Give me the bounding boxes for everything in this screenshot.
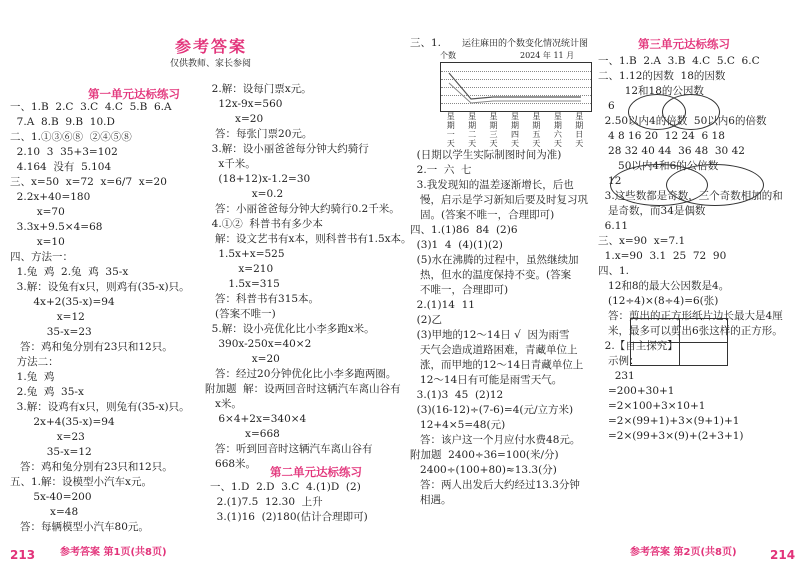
answer-line: =2×100+3×10+1 bbox=[598, 400, 706, 412]
answer-line: 四、1. bbox=[598, 265, 630, 277]
answer-line: 6 bbox=[598, 100, 615, 112]
answer-line: 4 8 16 20 12 24 6 18 bbox=[598, 130, 725, 142]
x-tick-thu: 星 期 四 天 bbox=[510, 112, 519, 148]
answer-line: 3.解：设兔有x只，则鸡有(35-x)只。 bbox=[10, 281, 190, 293]
answer-line: 五、1.解：设模型小汽车x元。 bbox=[10, 476, 152, 488]
line-chart-title: 运往麻田的个数变化情况统计图 bbox=[462, 39, 589, 49]
answer-line: 668米。 bbox=[205, 458, 257, 470]
answer-line: 答：经过20分钟优化比小李多跑两圈。 bbox=[205, 368, 397, 380]
answer-line: 2x+4(35-x)=94 bbox=[10, 416, 115, 428]
answer-line: 答：每辆模型小汽车80元。 bbox=[10, 521, 149, 533]
page-subtitle: 仅供教师、家长参阅 bbox=[170, 59, 252, 69]
answer-line: 2400÷(100+80)≈13.3(分) bbox=[410, 464, 557, 476]
line-series-b bbox=[449, 83, 581, 103]
answer-line: 12～14日有可能是雨雪天气。 bbox=[410, 374, 563, 386]
answer-line: (3)(16-12)÷(7-6)=4(元/立方米) bbox=[410, 404, 574, 416]
answer-line: 方法二： bbox=[10, 356, 59, 368]
x-tick-tue: 星 期 二 天 bbox=[468, 112, 477, 148]
answer-line: 3.解：设鸡有x只，则兔有(35-x)只。 bbox=[10, 401, 190, 413]
line-series-a bbox=[449, 73, 581, 99]
answer-line: 热，但水的温度保持不变。(答案 bbox=[410, 269, 572, 281]
answer-line: (5)水在沸腾的过程中，虽然继续加 bbox=[410, 254, 579, 266]
answer-line: 2.(1)7.5 12.30 上升 bbox=[210, 496, 323, 508]
footer-left: 参考答案 第1页(共8页) bbox=[60, 547, 167, 558]
answer-line: x=20 bbox=[205, 113, 264, 125]
answer-line: 35-x=23 bbox=[10, 326, 92, 338]
answer-line: 12+4×5=48(元) bbox=[410, 419, 506, 431]
answer-line: 答：该户这一个月应付水费48元。 bbox=[410, 434, 581, 446]
answer-line: 390x-250x=40×2 bbox=[205, 338, 312, 350]
answer-line: 答：两人出发后大约经过13.3分钟 bbox=[410, 479, 580, 491]
answer-line: (答案不唯一) bbox=[205, 308, 276, 320]
answer-line: 涨，而甲地的12～14日青藏单位上 bbox=[410, 359, 584, 371]
square-grid-figure bbox=[630, 318, 728, 366]
answer-line: 1.兔 鸡 bbox=[10, 371, 55, 383]
answer-line: 相遇。 bbox=[410, 494, 452, 506]
answer-line: =200+30+1 bbox=[598, 385, 675, 397]
answer-line: 一、1.B 2.A 3.B 4.C 5.C 6.C bbox=[598, 55, 760, 67]
answer-line: 3.(1)3 45 (2)12 bbox=[410, 389, 504, 401]
answer-line: 四、方法一： bbox=[10, 251, 73, 263]
answer-line: =2×(99+1)+3×(9+1)+1 bbox=[598, 415, 740, 427]
answer-line: x=10 bbox=[10, 236, 65, 248]
answer-line: x=20 bbox=[205, 353, 280, 365]
answer-line: 不唯一，合理即可) bbox=[410, 284, 509, 296]
answer-line: 12和18的公因数 bbox=[598, 85, 704, 97]
answer-line: 答：鸡和兔分别有23只和12只。 bbox=[10, 341, 173, 353]
answer-line: x=668 bbox=[205, 428, 280, 440]
answer-line: 二、1.①③⑥⑧ ②④⑤⑧ bbox=[10, 131, 132, 143]
answer-line: 3.(1)16 (2)180(估计合理即可) bbox=[210, 511, 368, 523]
answer-line: 答：听到回音时这辆汽车离山谷有 bbox=[205, 443, 373, 455]
answer-line: 4.164 没有 5.104 bbox=[10, 161, 112, 173]
answer-line: (3)甲地的12～14日 √ 因为雨雪 bbox=[410, 329, 570, 341]
answer-line: 35-x=12 bbox=[10, 446, 92, 458]
answer-line: x=23 bbox=[10, 431, 85, 443]
answer-line: 50以内4和6的公倍数 bbox=[598, 160, 719, 172]
answer-line: 2.解：设每门票x元。 bbox=[205, 83, 312, 95]
unit2-title: 第二单元达标练习 bbox=[270, 465, 362, 479]
answer-line: x=12 bbox=[10, 311, 85, 323]
answer-line: (12÷4)×(8÷4)=6(张) bbox=[598, 295, 719, 307]
answer-line: x=48 bbox=[10, 506, 79, 518]
answer-line: 答：科普书有315本。 bbox=[205, 293, 320, 305]
answer-line: 是奇数，而34是偶数 bbox=[598, 205, 706, 217]
answer-line: 3.3x+9.5×4=68 bbox=[10, 221, 103, 233]
answer-line: 7.A 8.B 9.B 10.D bbox=[10, 116, 115, 128]
answer-line: 答：剪出的正方形纸片边长最大是4厘 bbox=[598, 310, 783, 322]
page-title: 参考答案 bbox=[175, 37, 248, 56]
line-chart-date: 2024 年 11 月 bbox=[520, 51, 575, 60]
answer-line: 6×4+2x=340×4 bbox=[205, 413, 307, 425]
answer-line: 二、1.12的因数 18的因数 bbox=[598, 70, 726, 82]
x-axis-labels bbox=[440, 112, 590, 148]
venn-circle-6mult bbox=[666, 164, 764, 206]
answer-line: 3.这些数都是奇数，三个奇数相加的和 bbox=[598, 190, 783, 202]
answer-line: 4.①② 科普书有多少本 bbox=[205, 218, 323, 230]
right-page bbox=[400, 0, 800, 566]
venn-circle-18 bbox=[662, 94, 720, 130]
answer-line: 2.一 六 七 bbox=[410, 164, 472, 176]
unit2-answers-cont bbox=[410, 148, 588, 508]
answer-line: 2.【自主探究】 bbox=[598, 340, 678, 352]
answer-line: 5x-40=200 bbox=[10, 491, 92, 503]
answer-line: 答：小丽爸爸每分钟大约骑行0.2千米。 bbox=[205, 203, 400, 215]
answer-line: 2.2x+40=180 bbox=[10, 191, 91, 203]
unit2-answers bbox=[210, 480, 368, 525]
page-number-left: 213 bbox=[10, 548, 36, 562]
answer-line: 答：每张门票20元。 bbox=[205, 128, 313, 140]
answer-line: x=70 bbox=[10, 206, 65, 218]
answer-line: 三、x=90 x=7.1 bbox=[598, 235, 686, 247]
answer-line: 天气会造成道路困难，青藏单位上 bbox=[410, 344, 578, 356]
x-tick-fri: 星 期 五 天 bbox=[532, 112, 541, 148]
answer-line: 4x+2(35-x)=94 bbox=[10, 296, 115, 308]
x-tick-wed: 星 期 三 天 bbox=[489, 112, 498, 148]
answer-line: x=0.2 bbox=[205, 188, 284, 200]
answer-line: x千米。 bbox=[205, 158, 256, 170]
answer-line: 3.解：设小丽爸爸每分钟大约骑行 bbox=[205, 143, 369, 155]
answer-line: 米，最多可以剪出6张这样的正方形。 bbox=[598, 325, 783, 337]
answer-line: 附加题 解：设两回音时这辆汽车离山谷有 bbox=[205, 383, 401, 395]
answer-line: 示例： bbox=[598, 355, 640, 367]
answer-line: 固。(答案不唯一，合理即可) bbox=[410, 209, 555, 221]
answer-line: x米。 bbox=[205, 398, 242, 410]
answer-line: 12和8的最大公因数是4。 bbox=[598, 280, 730, 292]
line-chart bbox=[440, 62, 592, 112]
x-tick-sun: 星 期 日 天 bbox=[575, 112, 584, 148]
x-tick-mon: 星 期 一 天 bbox=[446, 112, 455, 148]
page-number-right: 214 bbox=[770, 548, 796, 562]
answer-line: 2.10 3 35+3=102 bbox=[10, 146, 118, 158]
answer-line: 12x-9x=560 bbox=[205, 98, 283, 110]
answer-line: 231 bbox=[598, 370, 635, 382]
answer-line: 一、1.D 2.D 3.C 4.(1)D (2) bbox=[210, 481, 361, 493]
answer-line: 12 bbox=[598, 175, 622, 187]
answer-line: 一、1.B 2.C 3.C 4.C 5.B 6.A bbox=[10, 101, 172, 113]
unit1-answers bbox=[10, 100, 190, 535]
answer-line: 慢，启示是学习新知后要及时复习巩 bbox=[410, 194, 589, 206]
answer-line: =2×(99+3×(9)+(2+3+1) bbox=[598, 430, 744, 442]
unit1-answers-cont bbox=[205, 82, 412, 472]
answer-line: 1.5x=315 bbox=[205, 278, 280, 290]
line-chart-svg bbox=[441, 63, 591, 111]
answer-line: 28 32 40 44 36 48 30 42 bbox=[598, 145, 745, 157]
answer-line: 1.x=90 3.1 25 72 90 bbox=[598, 250, 727, 262]
unit2-q3-label: 三、1. bbox=[410, 37, 442, 49]
answer-line: (2)乙 bbox=[410, 314, 443, 326]
answer-line: x=210 bbox=[205, 263, 274, 275]
answer-line: 5.解：设小亮优化比小李多跑x米。 bbox=[205, 323, 375, 335]
answer-line: 三、x=50 x=72 x=6/7 x=20 bbox=[10, 176, 167, 188]
line-chart-ylabel: 个数 bbox=[440, 51, 456, 60]
answer-line: 1.5x+x=525 bbox=[205, 248, 285, 260]
footer-right: 参考答案 第2页(共8页) bbox=[630, 547, 737, 558]
answer-line: (日期以学生实际制图时间为准) bbox=[410, 149, 562, 161]
answer-line: 附加题 2400÷36=100(米/分) bbox=[410, 449, 559, 461]
answer-line: 2.兔 鸡 35-x bbox=[10, 386, 84, 398]
answer-line: 2.(1)14 11 bbox=[410, 299, 475, 311]
unit1-title: 第一单元达标练习 bbox=[88, 87, 180, 101]
answer-line: 3.我发现知的温差逐渐增长，后也 bbox=[410, 179, 574, 191]
answer-line: (3)1 4 (4)(1)(2) bbox=[410, 239, 503, 251]
answer-line: 1.兔 鸡 2.兔 鸡 35-x bbox=[10, 266, 129, 278]
answer-line: (18+12)x-1.2=30 bbox=[205, 173, 311, 185]
answer-line: 2.50以内4的倍数 50以内6的倍数 bbox=[598, 115, 767, 127]
unit3-title: 第三单元达标练习 bbox=[638, 37, 730, 51]
answer-line: 解：设文艺书有x本，则科普书有1.5x本。 bbox=[205, 233, 412, 245]
x-tick-sat: 星 期 六 天 bbox=[553, 112, 562, 148]
answer-line: 6.11 bbox=[598, 220, 629, 232]
answer-line: 四、1.(1)86 84 (2)6 bbox=[410, 224, 518, 236]
answer-line: 答：鸡和兔分别有23只和12只。 bbox=[10, 461, 173, 473]
